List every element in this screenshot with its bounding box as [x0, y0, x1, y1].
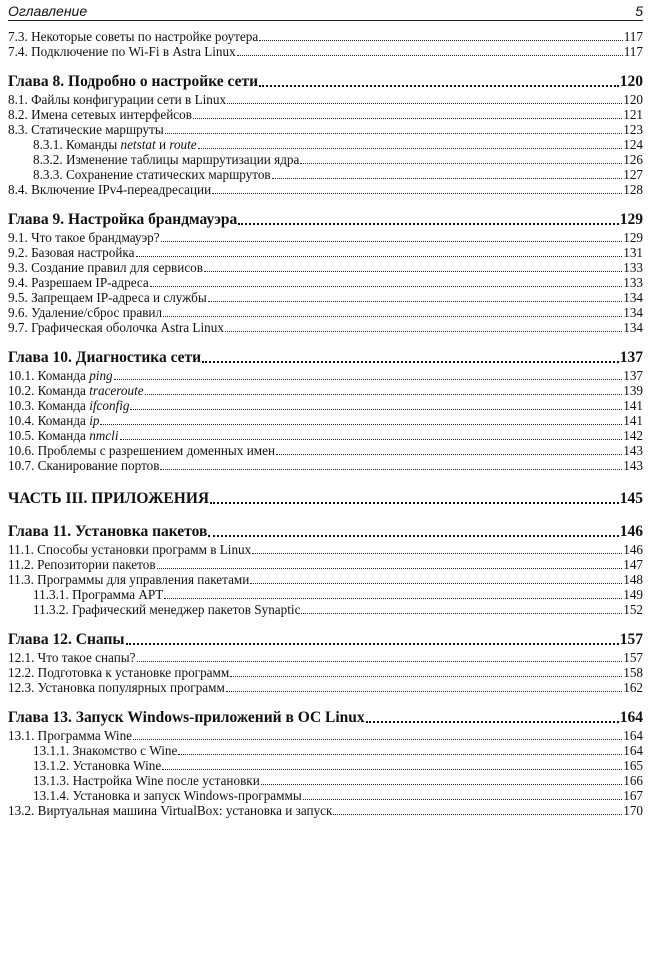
dot-leader — [238, 223, 618, 225]
dot-leader — [178, 754, 622, 755]
toc-entry-page: 167 — [623, 788, 643, 803]
toc-section-entry[interactable] — [8, 728, 643, 743]
toc-entry-page: 143 — [623, 443, 643, 458]
dot-leader — [137, 661, 623, 662]
toc-entry-page: 146 — [619, 523, 643, 540]
dot-leader — [301, 613, 622, 614]
dot-leader — [261, 784, 622, 785]
toc-entry-title: ЧАСТЬ III. ПРИЛОЖЕНИЯ — [8, 490, 210, 507]
toc-entry-page: 170 — [623, 803, 643, 818]
toc-entry-title: 8.3.2. Изменение таблицы маршрутизации ядра — [33, 152, 300, 167]
toc-section-entry[interactable] — [8, 650, 643, 665]
toc-entry-page: 120 — [619, 73, 643, 90]
toc-entry-page: 166 — [623, 773, 643, 788]
toc-section-entry[interactable] — [8, 665, 643, 680]
toc-chapter-entry[interactable] — [8, 630, 643, 650]
toc-entry-page: 164 — [623, 743, 643, 758]
toc-entry-page: 164 — [623, 728, 643, 743]
header-page-number: 5 — [635, 3, 643, 19]
dot-leader — [157, 568, 623, 569]
section-gap — [8, 59, 643, 72]
toc-entry-title: 11.3.1. Программа APT — [33, 587, 164, 602]
dot-leader — [212, 193, 622, 194]
toc-entry-title: 8.3.1. Команды netstat и route — [33, 137, 197, 152]
toc-entry-title: 9.3. Создание правил для сервисов — [8, 260, 204, 275]
dot-leader — [208, 535, 618, 537]
section-gap — [8, 335, 643, 348]
toc-entry-title: 7.3. Некоторые советы по настройке роутера — [8, 29, 259, 44]
toc-section-entry[interactable] — [8, 413, 643, 428]
dot-leader — [210, 502, 619, 504]
toc-entry-page: 157 — [619, 631, 643, 648]
dot-leader — [204, 271, 622, 272]
toc-section-entry[interactable] — [8, 245, 643, 260]
toc-section-entry[interactable] — [8, 107, 643, 122]
toc-section-entry[interactable] — [8, 230, 643, 245]
toc-subsection-entry[interactable] — [8, 602, 643, 617]
toc-entry-page: 129 — [619, 211, 643, 228]
toc-entry-title: 13.1.2. Установка Wine — [33, 758, 162, 773]
toc-section-entry[interactable] — [8, 803, 643, 818]
toc-entry-page: 145 — [619, 490, 643, 507]
toc-entry-title: 10.1. Команда ping — [8, 368, 113, 383]
toc-entry-title: 10.4. Команда ip — [8, 413, 100, 428]
section-gap — [8, 473, 643, 489]
toc-entry-title: 13.1.4. Установка и запуск Windows-программы — [33, 788, 302, 803]
toc-entry-page: 126 — [623, 152, 643, 167]
toc-entry-page: 128 — [623, 182, 643, 197]
toc-entry-title: 11.2. Репозитории пакетов — [8, 557, 156, 572]
toc-entry-page: 137 — [619, 349, 643, 366]
toc-entry-page: 158 — [623, 665, 643, 680]
dot-leader — [165, 133, 622, 134]
dot-leader — [160, 469, 622, 470]
dot-leader — [162, 769, 622, 770]
dot-leader — [272, 178, 623, 179]
toc-entry-title: 8.3. Статические маршруты — [8, 122, 164, 137]
toc-section-entry[interactable] — [8, 428, 643, 443]
dot-leader — [100, 424, 622, 425]
toc-entry-title: 8.2. Имена сетевых интерфейсов — [8, 107, 192, 122]
toc-entry-page: 152 — [623, 602, 643, 617]
header-title: Оглавление — [8, 3, 88, 19]
toc-section-entry[interactable] — [8, 542, 643, 557]
toc-entry-title: 9.4. Разрешаем IP-адреса — [8, 275, 149, 290]
toc-section-entry[interactable] — [8, 443, 643, 458]
toc-entry-page: 134 — [623, 320, 643, 335]
toc-section-entry[interactable] — [8, 398, 643, 413]
dot-leader — [202, 361, 619, 363]
toc-chapter-entry[interactable] — [8, 489, 643, 509]
toc-subsection-entry[interactable] — [8, 152, 643, 167]
toc-entry-page: 131 — [623, 245, 643, 260]
toc-section-entry[interactable] — [8, 680, 643, 695]
toc-entry-page: 149 — [623, 587, 643, 602]
toc-entry-title: Глава 9. Настройка брандмауэра — [8, 211, 238, 228]
toc-section-entry[interactable] — [8, 29, 643, 44]
dot-leader — [126, 643, 619, 645]
toc-entry-page: 120 — [623, 92, 643, 107]
toc-entry-page: 137 — [623, 368, 643, 383]
toc-subsection-entry[interactable] — [8, 758, 643, 773]
toc-section-entry[interactable] — [8, 320, 643, 335]
toc-entry-title: 12.2. Подготовка к установке программ — [8, 665, 230, 680]
toc-entry-page: 134 — [623, 305, 643, 320]
toc-entry-title: 8.4. Включение IPv4-переадресации — [8, 182, 212, 197]
toc-entry-title: 9.7. Графическая оболочка Astra Linux — [8, 320, 224, 335]
toc-chapter-entry[interactable] — [8, 522, 643, 542]
toc-entry-page: 148 — [623, 572, 643, 587]
toc-entry-title: 11.1. Способы установки программ в Linux — [8, 542, 252, 557]
toc-section-entry[interactable] — [8, 182, 643, 197]
dot-leader — [303, 799, 623, 800]
toc-entry-page: 121 — [623, 107, 643, 122]
dot-leader — [230, 676, 622, 677]
toc-entry-page: 127 — [623, 167, 643, 182]
toc-entry-title: 12.3. Установка популярных программ — [8, 680, 225, 695]
toc-section-entry[interactable] — [8, 557, 643, 572]
toc-section-entry[interactable] — [8, 290, 643, 305]
page-header — [8, 0, 643, 21]
toc-section-entry[interactable] — [8, 383, 643, 398]
table-of-contents — [8, 29, 643, 818]
dot-leader — [130, 409, 622, 410]
toc-entry-title: 10.6. Проблемы с разрешением доменных имен — [8, 443, 276, 458]
toc-entry-page: 139 — [623, 383, 643, 398]
toc-entry-title: Глава 8. Подробно о настройке сети — [8, 73, 259, 90]
toc-section-entry[interactable] — [8, 122, 643, 137]
toc-entry-title: 13.1. Программа Wine — [8, 728, 133, 743]
dot-leader — [198, 148, 623, 149]
dot-leader — [161, 241, 623, 242]
section-gap — [8, 509, 643, 522]
section-gap — [8, 197, 643, 210]
toc-entry-page: 142 — [623, 428, 643, 443]
toc-subsection-entry[interactable] — [8, 167, 643, 182]
toc-entry-title: 10.2. Команда traceroute — [8, 383, 144, 398]
section-gap — [8, 617, 643, 630]
toc-section-entry[interactable] — [8, 458, 643, 473]
toc-entry-title: Глава 13. Запуск Windows-приложений в ОС Linux — [8, 709, 365, 726]
dot-leader — [225, 331, 622, 332]
dot-leader — [227, 103, 622, 104]
toc-entry-title: Глава 12. Снапы — [8, 631, 125, 648]
dot-leader — [208, 301, 623, 302]
toc-entry-title: 9.5. Запрещаем IP-адреса и службы — [8, 290, 207, 305]
toc-subsection-entry[interactable] — [8, 773, 643, 788]
toc-entry-title: 11.3.2. Графический менеджер пакетов Synaptic — [33, 602, 301, 617]
toc-entry-title: 13.2. Виртуальная машина VirtualBox: установка и запуск — [8, 803, 333, 818]
toc-entry-page: 117 — [623, 44, 643, 59]
toc-entry-page: 146 — [623, 542, 643, 557]
dot-leader — [250, 583, 622, 584]
toc-entry-page: 133 — [623, 275, 643, 290]
toc-subsection-entry[interactable] — [8, 788, 643, 803]
toc-entry-title: Глава 11. Установка пакетов — [8, 523, 208, 540]
toc-entry-title: 8.3.3. Сохранение статических маршрутов — [33, 167, 271, 182]
toc-subsection-entry[interactable] — [8, 137, 643, 152]
dot-leader — [163, 316, 622, 317]
toc-entry-title: 13.1.1. Знакомство с Wine — [33, 743, 178, 758]
toc-entry-page: 124 — [623, 137, 643, 152]
toc-entry-title: 10.3. Команда ifconfig — [8, 398, 130, 413]
toc-entry-title: 9.6. Удаление/сброс правил — [8, 305, 163, 320]
toc-entry-page: 162 — [623, 680, 643, 695]
toc-subsection-entry[interactable] — [8, 587, 643, 602]
dot-leader — [164, 598, 622, 599]
toc-entry-page: 143 — [623, 458, 643, 473]
toc-entry-title: 7.4. Подключение по Wi-Fi в Astra Linux — [8, 44, 236, 59]
toc-entry-title: 9.1. Что такое брандмауэр? — [8, 230, 160, 245]
dot-leader — [136, 256, 623, 257]
toc-entry-page: 157 — [623, 650, 643, 665]
toc-entry-page: 129 — [623, 230, 643, 245]
dot-leader — [252, 553, 622, 554]
dot-leader — [193, 118, 622, 119]
toc-entry-page: 133 — [623, 260, 643, 275]
dot-leader — [133, 739, 622, 740]
toc-section-entry[interactable] — [8, 260, 643, 275]
toc-entry-title: 9.2. Базовая настройка — [8, 245, 135, 260]
toc-entry-page: 141 — [623, 413, 643, 428]
toc-entry-page: 123 — [623, 122, 643, 137]
toc-entry-title: 10.7. Сканирование портов — [8, 458, 160, 473]
toc-entry-page: 117 — [623, 29, 643, 44]
toc-chapter-entry[interactable] — [8, 348, 643, 368]
dot-leader — [259, 85, 619, 87]
dot-leader — [145, 394, 623, 395]
dot-leader — [114, 379, 623, 380]
toc-chapter-entry[interactable] — [8, 210, 643, 230]
toc-entry-title: 10.5. Команда nmcli — [8, 428, 119, 443]
dot-leader — [150, 286, 622, 287]
dot-leader — [237, 55, 623, 56]
toc-section-entry[interactable] — [8, 572, 643, 587]
toc-entry-page: 147 — [623, 557, 643, 572]
dot-leader — [226, 691, 622, 692]
toc-section-entry[interactable] — [8, 368, 643, 383]
toc-entry-page: 164 — [619, 709, 643, 726]
toc-section-entry[interactable] — [8, 44, 643, 59]
toc-entry-page: 141 — [623, 398, 643, 413]
toc-entry-title: 13.1.3. Настройка Wine после установки — [33, 773, 260, 788]
toc-section-entry[interactable] — [8, 305, 643, 320]
toc-section-entry[interactable] — [8, 275, 643, 290]
toc-chapter-entry[interactable] — [8, 708, 643, 728]
toc-entry-page: 134 — [623, 290, 643, 305]
toc-entry-title: Глава 10. Диагностика сети — [8, 349, 202, 366]
toc-entry-page: 165 — [623, 758, 643, 773]
toc-section-entry[interactable] — [8, 92, 643, 107]
toc-entry-title: 12.1. Что такое снапы? — [8, 650, 136, 665]
toc-chapter-entry[interactable] — [8, 72, 643, 92]
dot-leader — [259, 40, 622, 41]
dot-leader — [300, 163, 622, 164]
toc-entry-title: 11.3. Программы для управления пакетами — [8, 572, 250, 587]
toc-subsection-entry[interactable] — [8, 743, 643, 758]
dot-leader — [333, 814, 622, 815]
dot-leader — [366, 721, 619, 723]
dot-leader — [120, 439, 623, 440]
toc-entry-title: 8.1. Файлы конфигурации сети в Linux — [8, 92, 227, 107]
section-gap — [8, 695, 643, 708]
dot-leader — [276, 454, 622, 455]
